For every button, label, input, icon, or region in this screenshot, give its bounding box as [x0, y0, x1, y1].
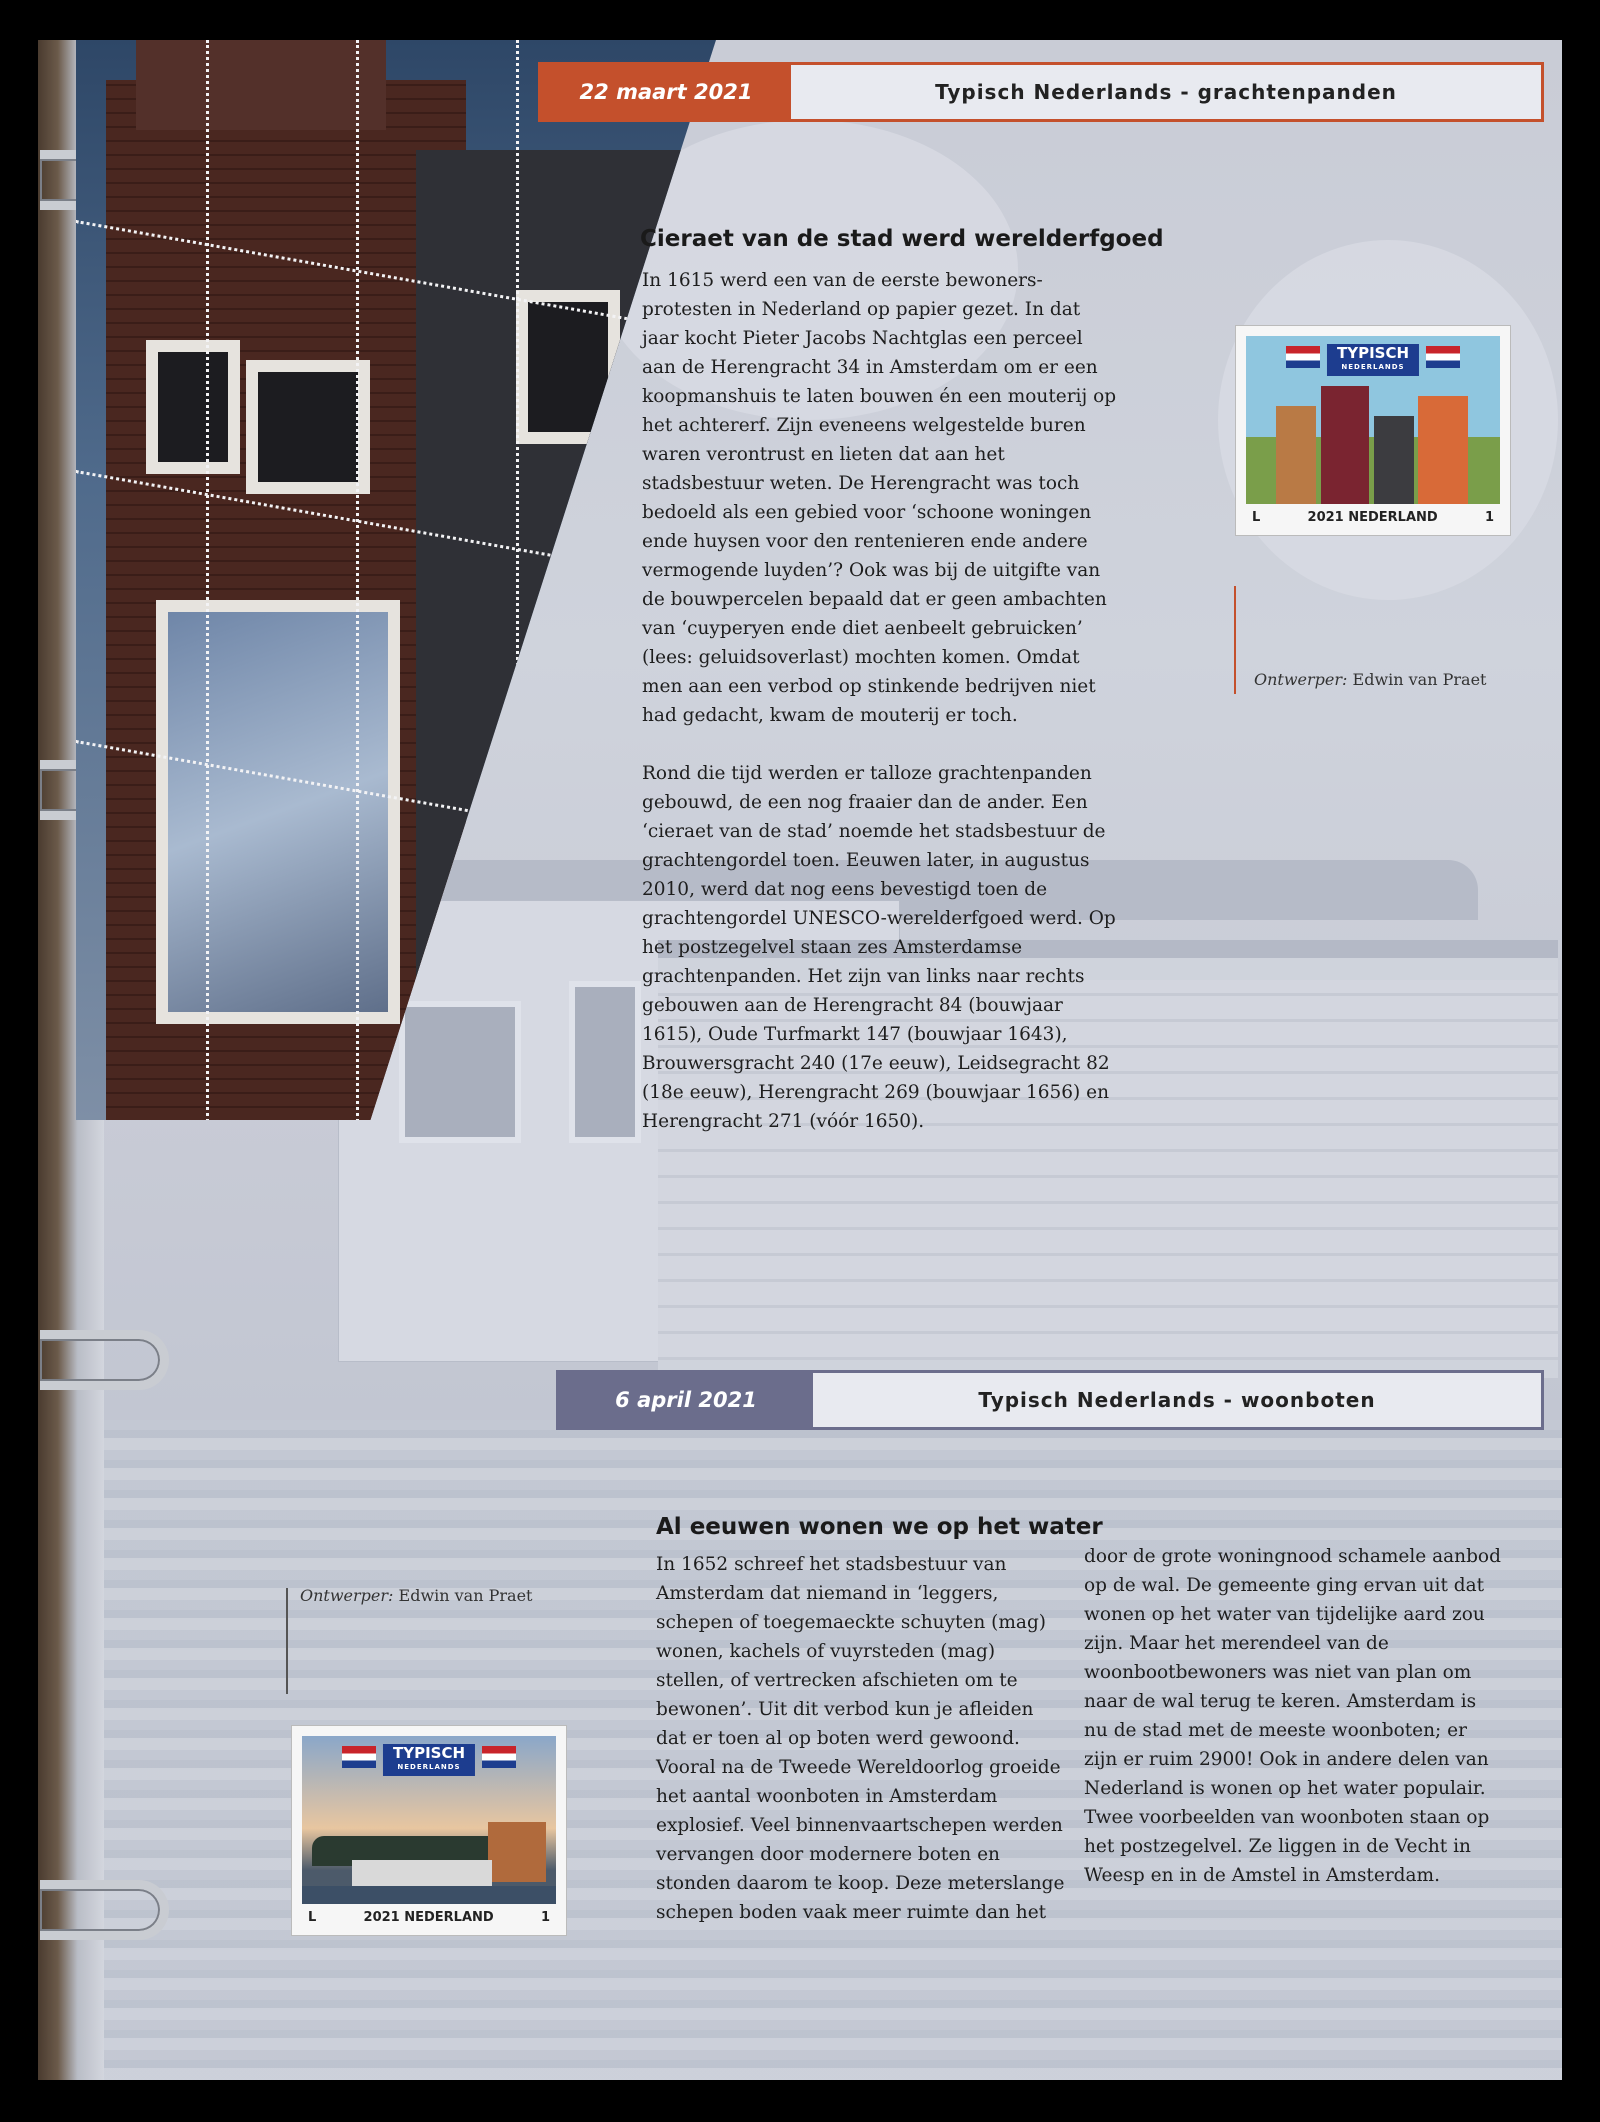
stamp-canal-houses: TYPISCH NEDERLANDS L 2021 NEDERLAND 1 — [1236, 326, 1510, 535]
section-title: Typisch Nederlands - grachtenpanden — [935, 80, 1397, 104]
issue-date: 22 maart 2021 — [541, 65, 791, 119]
stamp-houseboats: TYPISCH NEDERLANDS L 2021 NEDERLAND 1 — [292, 1726, 566, 1935]
article-paragraph: In 1615 werd een van de eerste bewoners-protesten in Nederland op papier gezet. In dat jaar kocht Pieter Jacobs Nachtglas een perceel aan de Herengracht 34 in Amsterdam om er een koopmanshuis te laten bouwen én een mouterij op het achtererf. Zijn eveneens welgestelde buren waren verontrust en lieten dat aan het stadsbestuur weten. De Herengracht was toch bedoeld als een gebied voor ‘schoone woningen ende huysen voor den rentenieren ende andere vermogende luyden’? Ook was bij de uitgifte van de bouwpercelen bepaald dat er geen ambachten van ‘cuyperyen ende diet aenbeelt gebruicken’ (lees: geluidsoverlast) mochten komen. Omdat men aan een verbod op stinkende bedrijven niet had gedacht, kwam de mouterij er toch. — [642, 270, 1117, 726]
article-column-2: door de grote woningnood schamele aanbod op de wal. De gemeente ging ervan uit dat wonen op het water van tijdelijke aard zou zijn. Maar het merendeel van de woonbootbewoners was niet van plan om naar de wal terug te keren. Amsterdam is nu de stad met de meeste woonboten; er zijn er ruim 2900! Ook in andere delen van Nederland is wonen op het water populair. Twee voorbeelden van woonboten staan op het postzegelvel. Ze liggen in de Vecht in Weesp en in de Amstel in Amsterdam. — [1084, 1546, 1501, 1886]
binder-ring — [40, 1880, 169, 1940]
article-paragraph: Rond die tijd werden er talloze grachtenpanden gebouwd, de een nog fraaier dan de ander. Een ‘cieraet van de stad’ noemde het stadsbestuur de grachtengordel toen. Eeuwen later, in augustus 2010, werd dat nog eens bevestigd toen de grachtengordel UNESCO-werelderfgoed werd. Op het postzegelvel staan zes Amsterdamse grachtenpanden. Het zijn van links naar rechts gebouwen aan de Herengracht 84 (bouwjaar 1615), Oude Turfmarkt 147 (bouwjaar 1643), Brouwersgracht 240 (17e eeuw), Leidsegracht 82 (18e eeuw), Herengracht 269 (bouwjaar 1656) en Herengracht 271 (vóór 1650). — [642, 763, 1116, 1132]
binder-ring — [40, 1330, 169, 1390]
album-page — [38, 40, 1562, 2080]
designer-credit: Ontwerper: Edwin van Praet — [1254, 670, 1487, 689]
article-heading: Cieraet van de stad werd werelderfgoed — [640, 226, 1164, 252]
article-body — [642, 266, 1120, 1165]
stamp-banner: TYPISCH NEDERLANDS — [1327, 344, 1419, 376]
article-column-1: In 1652 schreef het stadsbestuur van Amsterdam dat niemand in ‘leggers, schepen of toegemaeckte schuyten (mag) wonen, kachels of vuyrsteden (mag) stellen, of vertrecken afschieten om te bewonen’. Uit dit verbod kun je afleiden dat er toen al op boten werd gewoond. Vooral na de Tweede Wereldoorlog groeide het aantal woonboten in Amsterdam explosief. Veel binnenvaartschepen werden vervangen door modernere boten en stonden daarom te koop. Deze meterslange schepen boden vaak meer ruimte dan het — [656, 1554, 1065, 1923]
issue-date: 6 april 2021 — [559, 1373, 813, 1427]
section-title: Typisch Nederlands - woonboten — [978, 1388, 1376, 1412]
designer-credit: Ontwerper: Edwin van Praet — [300, 1586, 533, 1605]
stamp-banner: TYPISCH NEDERLANDS — [383, 1744, 475, 1776]
designer-rule — [286, 1588, 288, 1694]
section-header-grachtenpanden — [538, 62, 1544, 122]
article-heading: Al eeuwen wonen we op het water — [656, 1514, 1103, 1540]
section-header-woonboten — [556, 1370, 1544, 1430]
designer-rule — [1234, 586, 1236, 694]
